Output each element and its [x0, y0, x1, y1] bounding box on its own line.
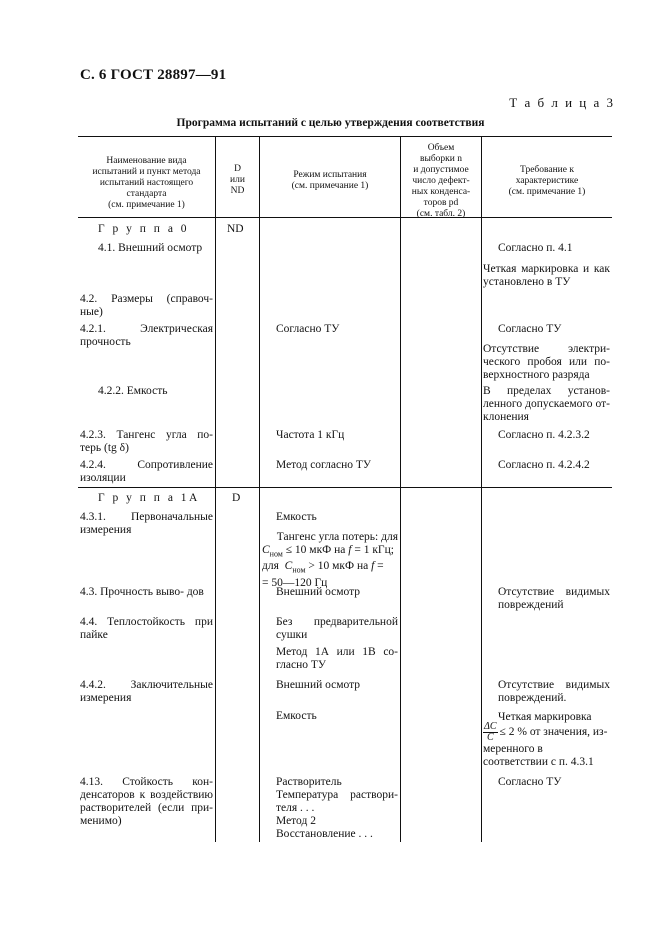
col-divider-1 — [215, 137, 216, 842]
col-divider-3 — [400, 137, 401, 842]
table-title: Программа испытаний с целью утверждения соответствия — [176, 117, 485, 129]
row-4-13-mode-4: Восстановление . . . — [276, 828, 373, 840]
column-header-requirement: Требование к характеристике (см. примечание 1) — [508, 165, 586, 197]
column-header-test-name: Наименование вида испытаний и пункт метода испытаний настоящего стандарта (см. примечание 1) — [92, 156, 201, 210]
row-4-4-2-requirement-1: Отсутствие видимых повреждений. — [498, 679, 610, 704]
column-header-test-mode: Режим испытания (см. примечание 1) — [291, 170, 369, 191]
row-4-4-2-requirement-2: Четкая маркировка — [498, 711, 592, 723]
row-4-2-1-mode: Согласно ТУ — [276, 323, 340, 335]
row-4-4-2-mode-2: Емкость — [276, 710, 317, 722]
row-4-2-4-requirement: Согласно п. 4.2.4.2 — [498, 459, 590, 471]
group-1a-rule — [78, 487, 612, 488]
row-4-4-name: 4.4. Теплостойкость при пайке — [80, 616, 213, 641]
row-4-4-2-requirement-3: $\frac{\Delta C}{C}$ ≤ 2 % от значения, из- — [484, 721, 608, 743]
row-4-13-mode-3: Метод 2 — [276, 815, 316, 827]
row-4-3-mode: Внешний осмотр — [276, 586, 361, 598]
row-4-13-mode-1: Растворитель — [276, 776, 342, 788]
row-4-2-1-requirement-1: Согласно ТУ — [498, 323, 562, 335]
col-divider-4 — [481, 137, 482, 842]
delta-c-fraction: $\frac{\Delta C}{C}$ — [484, 721, 497, 743]
row-4-13-name: 4.13. Стойкость кон- денсаторов к воздействию растворителей (если при- менимо) — [80, 776, 213, 827]
row-4-4-2-mode-1: Внешний осмотр — [276, 679, 361, 691]
row-4-3-1-mode-2: Тангенс угла потерь: для $C_{ном} \le 10$ мкФ на f = 1 кГц; для $C_{ном} > 10$ мкФ на f = = 50—120 Гц — [262, 531, 398, 589]
row-4-3-1-mode-1: Емкость — [276, 511, 317, 523]
table-number: Т а б л и ц а 3 — [509, 95, 615, 110]
row-4-2-4-name: 4.2.4. Сопротивление изоляции — [80, 459, 213, 484]
row-4-2-2-requirement: В пределах установ- ленного допускаемого от- клонения — [483, 385, 610, 423]
row-4-4-mode-1: Без предварительной сушки — [276, 616, 398, 641]
row-4-2-3-name: 4.2.3. Тангенс угла по- терь (tg δ) — [80, 429, 213, 454]
col-divider-2 — [259, 137, 260, 842]
column-header-d-nd: D или ND — [230, 164, 245, 196]
row-4-2-1-requirement-2: Отсутствие электри- ческого пробоя или по- верхностного разряда — [483, 343, 610, 381]
page-header: С. 6 ГОСТ 28897—91 — [80, 67, 227, 83]
row-4-2-3-mode: Частота 1 кГц — [276, 429, 345, 441]
row-4-2-1-name: 4.2.1. Электрическая прочность — [80, 323, 213, 348]
row-4-3-requirement: Отсутствие видимых повреждений — [498, 586, 610, 611]
group-0-code: ND — [227, 223, 244, 235]
group-1a-code: D — [232, 492, 241, 504]
row-4-1-requirement-1: Согласно п. 4.1 — [498, 242, 573, 254]
row-4-4-2-name: 4.4.2. Заключительные измерения — [80, 679, 213, 704]
row-4-1-name: 4.1. Внешний осмотр — [98, 242, 203, 254]
column-header-sample-size: Объем выборки n и допустимое число дефект- ных конденса- торов pd (см. табл. 2) — [411, 143, 471, 219]
row-4-13-requirement: Согласно ТУ — [498, 776, 562, 788]
row-4-13-mode-2: Температура раствори- теля . . . — [276, 789, 398, 814]
row-4-2-2-name: 4.2.2. Емкость — [98, 385, 168, 397]
table-top-rule — [78, 136, 612, 137]
row-4-2-4-mode: Метод согласно ТУ — [276, 459, 372, 471]
row-4-3-1-name: 4.3.1. Первоначальные измерения — [80, 511, 213, 536]
row-4-1-requirement-2: Четкая маркировка и как установлено в ТУ — [483, 263, 610, 288]
group-0-label: Г р у п п а 0 — [98, 223, 190, 235]
row-4-2-3-requirement: Согласно п. 4.2.3.2 — [498, 429, 590, 441]
row-4-4-2-requirement-4: меренного в соответствии с п. 4.3.1 — [483, 743, 594, 768]
header-bottom-rule — [78, 217, 612, 218]
row-4-3-name: 4.3. Прочность выво- дов — [80, 586, 204, 598]
row-4-4-mode-2: Метод 1А или 1В со- гласно ТУ — [276, 646, 398, 671]
group-1a-label: Г р у п п а 1А — [98, 492, 200, 504]
row-4-2-name: 4.2. Размеры (справоч- ные) — [80, 293, 213, 318]
